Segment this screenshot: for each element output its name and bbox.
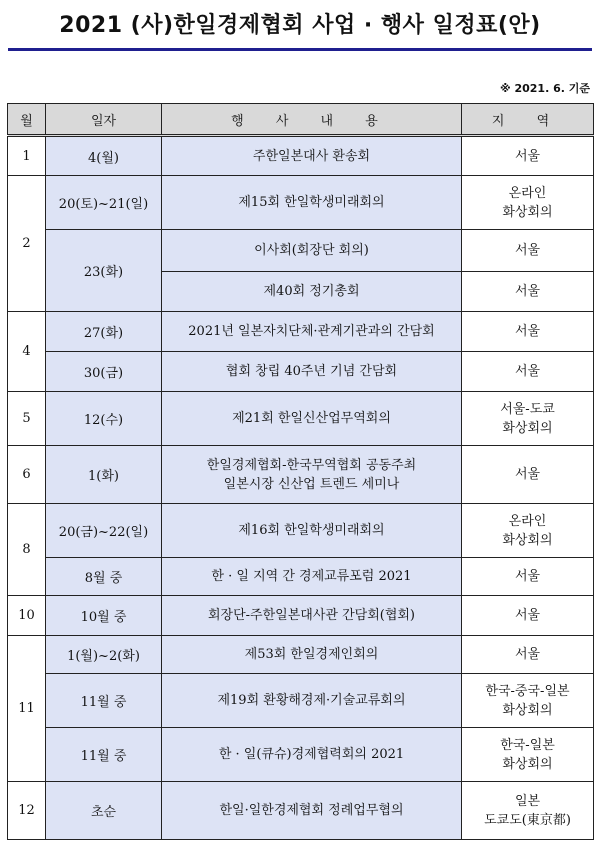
location-line: 화상회의 xyxy=(502,702,553,718)
event-content-line: 일본시장 신산업 트렌드 세미나 xyxy=(223,476,400,492)
date-cell: 20(토)~21(일) xyxy=(46,176,162,230)
date-cell: 11월 중 xyxy=(46,674,162,728)
event-content-line: 제19회 환황해경제·기술교류회의 xyxy=(217,693,406,708)
table-row xyxy=(8,446,594,504)
month-cell: 10 xyxy=(8,596,46,636)
location-cell xyxy=(462,446,594,504)
schedule-table xyxy=(7,103,594,840)
location-line: 한국-중국-일본 xyxy=(485,683,570,699)
event-content-cell xyxy=(162,504,462,558)
month-cell: 12 xyxy=(8,782,46,840)
month-cell: 5 xyxy=(8,392,46,446)
location-cell xyxy=(462,504,594,558)
event-content-cell xyxy=(162,674,462,728)
location-cell xyxy=(462,392,594,446)
month-cell: 6 xyxy=(8,446,46,504)
event-content-line: 회장단-주한일본대사관 간담회(협회) xyxy=(207,608,416,623)
month-cell: 8 xyxy=(8,504,46,596)
location-cell xyxy=(462,176,594,230)
location-line: 화상회의 xyxy=(502,420,553,436)
header-content: 행 사 내 용 xyxy=(162,104,462,136)
table-row xyxy=(8,392,594,446)
location-line: 서울 xyxy=(514,569,541,584)
date-cell: 1(화) xyxy=(46,446,162,504)
header-date: 일자 xyxy=(46,104,162,136)
table-row xyxy=(8,674,594,728)
event-content-line: 한 · 일 지역 간 경제교류포럼 2021 xyxy=(211,569,412,584)
date-cell: 23(화) xyxy=(46,230,162,312)
date-cell: 8월 중 xyxy=(46,558,162,596)
month-cell: 4 xyxy=(8,312,46,392)
table-row xyxy=(8,230,594,272)
location-line: 일본 xyxy=(514,793,541,809)
event-content-line: 제53회 한일경제인회의 xyxy=(244,647,379,662)
event-content-cell xyxy=(162,446,462,504)
basis-date-note: ※ 2021. 6. 기준 xyxy=(499,82,590,95)
event-content-line: 2021년 일본자치단체·관계기관과의 간담회 xyxy=(188,324,435,339)
location-line: 서울 xyxy=(514,467,541,482)
location-line: 온라인 xyxy=(508,185,547,201)
location-line: 서울 xyxy=(514,324,541,339)
event-content-cell xyxy=(162,136,462,176)
location-cell xyxy=(462,352,594,392)
location-cell xyxy=(462,230,594,272)
location-line: 온라인 xyxy=(508,513,547,529)
location-line: 한국-일본 xyxy=(500,737,555,753)
table-row xyxy=(8,596,594,636)
location-cell xyxy=(462,728,594,782)
month-cell: 1 xyxy=(8,136,46,176)
location-cell xyxy=(462,136,594,176)
location-cell xyxy=(462,674,594,728)
location-cell xyxy=(462,782,594,840)
event-content-cell xyxy=(162,728,462,782)
date-cell: 초순 xyxy=(46,782,162,840)
date-cell: 11월 중 xyxy=(46,728,162,782)
location-line: 서울 xyxy=(514,148,541,164)
location-line: 서울 xyxy=(514,243,541,258)
location-line: 서울-도쿄 xyxy=(500,401,555,417)
location-line: 서울 xyxy=(514,284,541,299)
table-row xyxy=(8,558,594,596)
header-location: 지 역 xyxy=(462,104,594,136)
event-content-cell xyxy=(162,596,462,636)
location-line: 서울 xyxy=(514,364,541,379)
title-underline xyxy=(8,48,592,51)
location-cell xyxy=(462,272,594,312)
date-cell: 30(금) xyxy=(46,352,162,392)
event-content-line: 제21회 한일신산업무역회의 xyxy=(232,411,391,426)
date-cell: 20(금)~22(일) xyxy=(46,504,162,558)
date-cell: 4(월) xyxy=(46,136,162,176)
location-line: 화상회의 xyxy=(502,756,553,772)
location-line: 서울 xyxy=(514,647,541,662)
schedule-body xyxy=(8,136,594,840)
table-row xyxy=(8,312,594,352)
location-cell xyxy=(462,596,594,636)
event-content-line: 한 · 일(큐슈)경제협력회의 2021 xyxy=(218,747,405,762)
month-cell: 11 xyxy=(8,636,46,782)
event-content-line: 협회 창립 40주년 기념 간담회 xyxy=(225,364,398,379)
document-title: 2021 (사)한일경제협회 사업 · 행사 일정표(안) xyxy=(59,13,541,38)
table-row xyxy=(8,136,594,176)
location-line: 화상회의 xyxy=(502,204,553,220)
table-row xyxy=(8,636,594,674)
location-cell xyxy=(462,558,594,596)
event-content-cell xyxy=(162,782,462,840)
date-cell: 27(화) xyxy=(46,312,162,352)
event-content-line: 한일·일한경제협회 정례업무협의 xyxy=(219,803,404,818)
table-row xyxy=(8,782,594,840)
date-cell: 12(수) xyxy=(46,392,162,446)
location-line: 도쿄도(東京都) xyxy=(484,812,571,828)
table-row xyxy=(8,728,594,782)
event-content-cell xyxy=(162,392,462,446)
table-row xyxy=(8,176,594,230)
location-cell xyxy=(462,636,594,674)
event-content-line: 이사회(회장단 회의) xyxy=(254,243,369,258)
event-content-cell xyxy=(162,636,462,674)
event-content-cell xyxy=(162,558,462,596)
event-content-line: 제40회 정기총회 xyxy=(263,284,360,299)
event-content-line: 한일경제협회-한국무역협회 공동주최 xyxy=(206,457,417,473)
date-cell: 1(월)~2(화) xyxy=(46,636,162,674)
header-row xyxy=(8,104,594,136)
event-content-cell xyxy=(162,272,462,312)
table-row xyxy=(8,504,594,558)
event-content-cell xyxy=(162,352,462,392)
month-cell: 2 xyxy=(8,176,46,312)
event-content-line: 주한일본대사 환송회 xyxy=(252,148,371,164)
location-cell xyxy=(462,312,594,352)
location-line: 서울 xyxy=(514,608,541,623)
event-content-line: 제15회 한일학생미래회의 xyxy=(238,195,385,210)
table-row xyxy=(8,352,594,392)
event-content-line: 제16회 한일학생미래회의 xyxy=(238,523,385,538)
location-line: 화상회의 xyxy=(502,532,553,548)
date-cell: 10월 중 xyxy=(46,596,162,636)
event-content-cell xyxy=(162,312,462,352)
header-month: 월 xyxy=(8,104,46,136)
event-content-cell xyxy=(162,230,462,272)
event-content-cell xyxy=(162,176,462,230)
